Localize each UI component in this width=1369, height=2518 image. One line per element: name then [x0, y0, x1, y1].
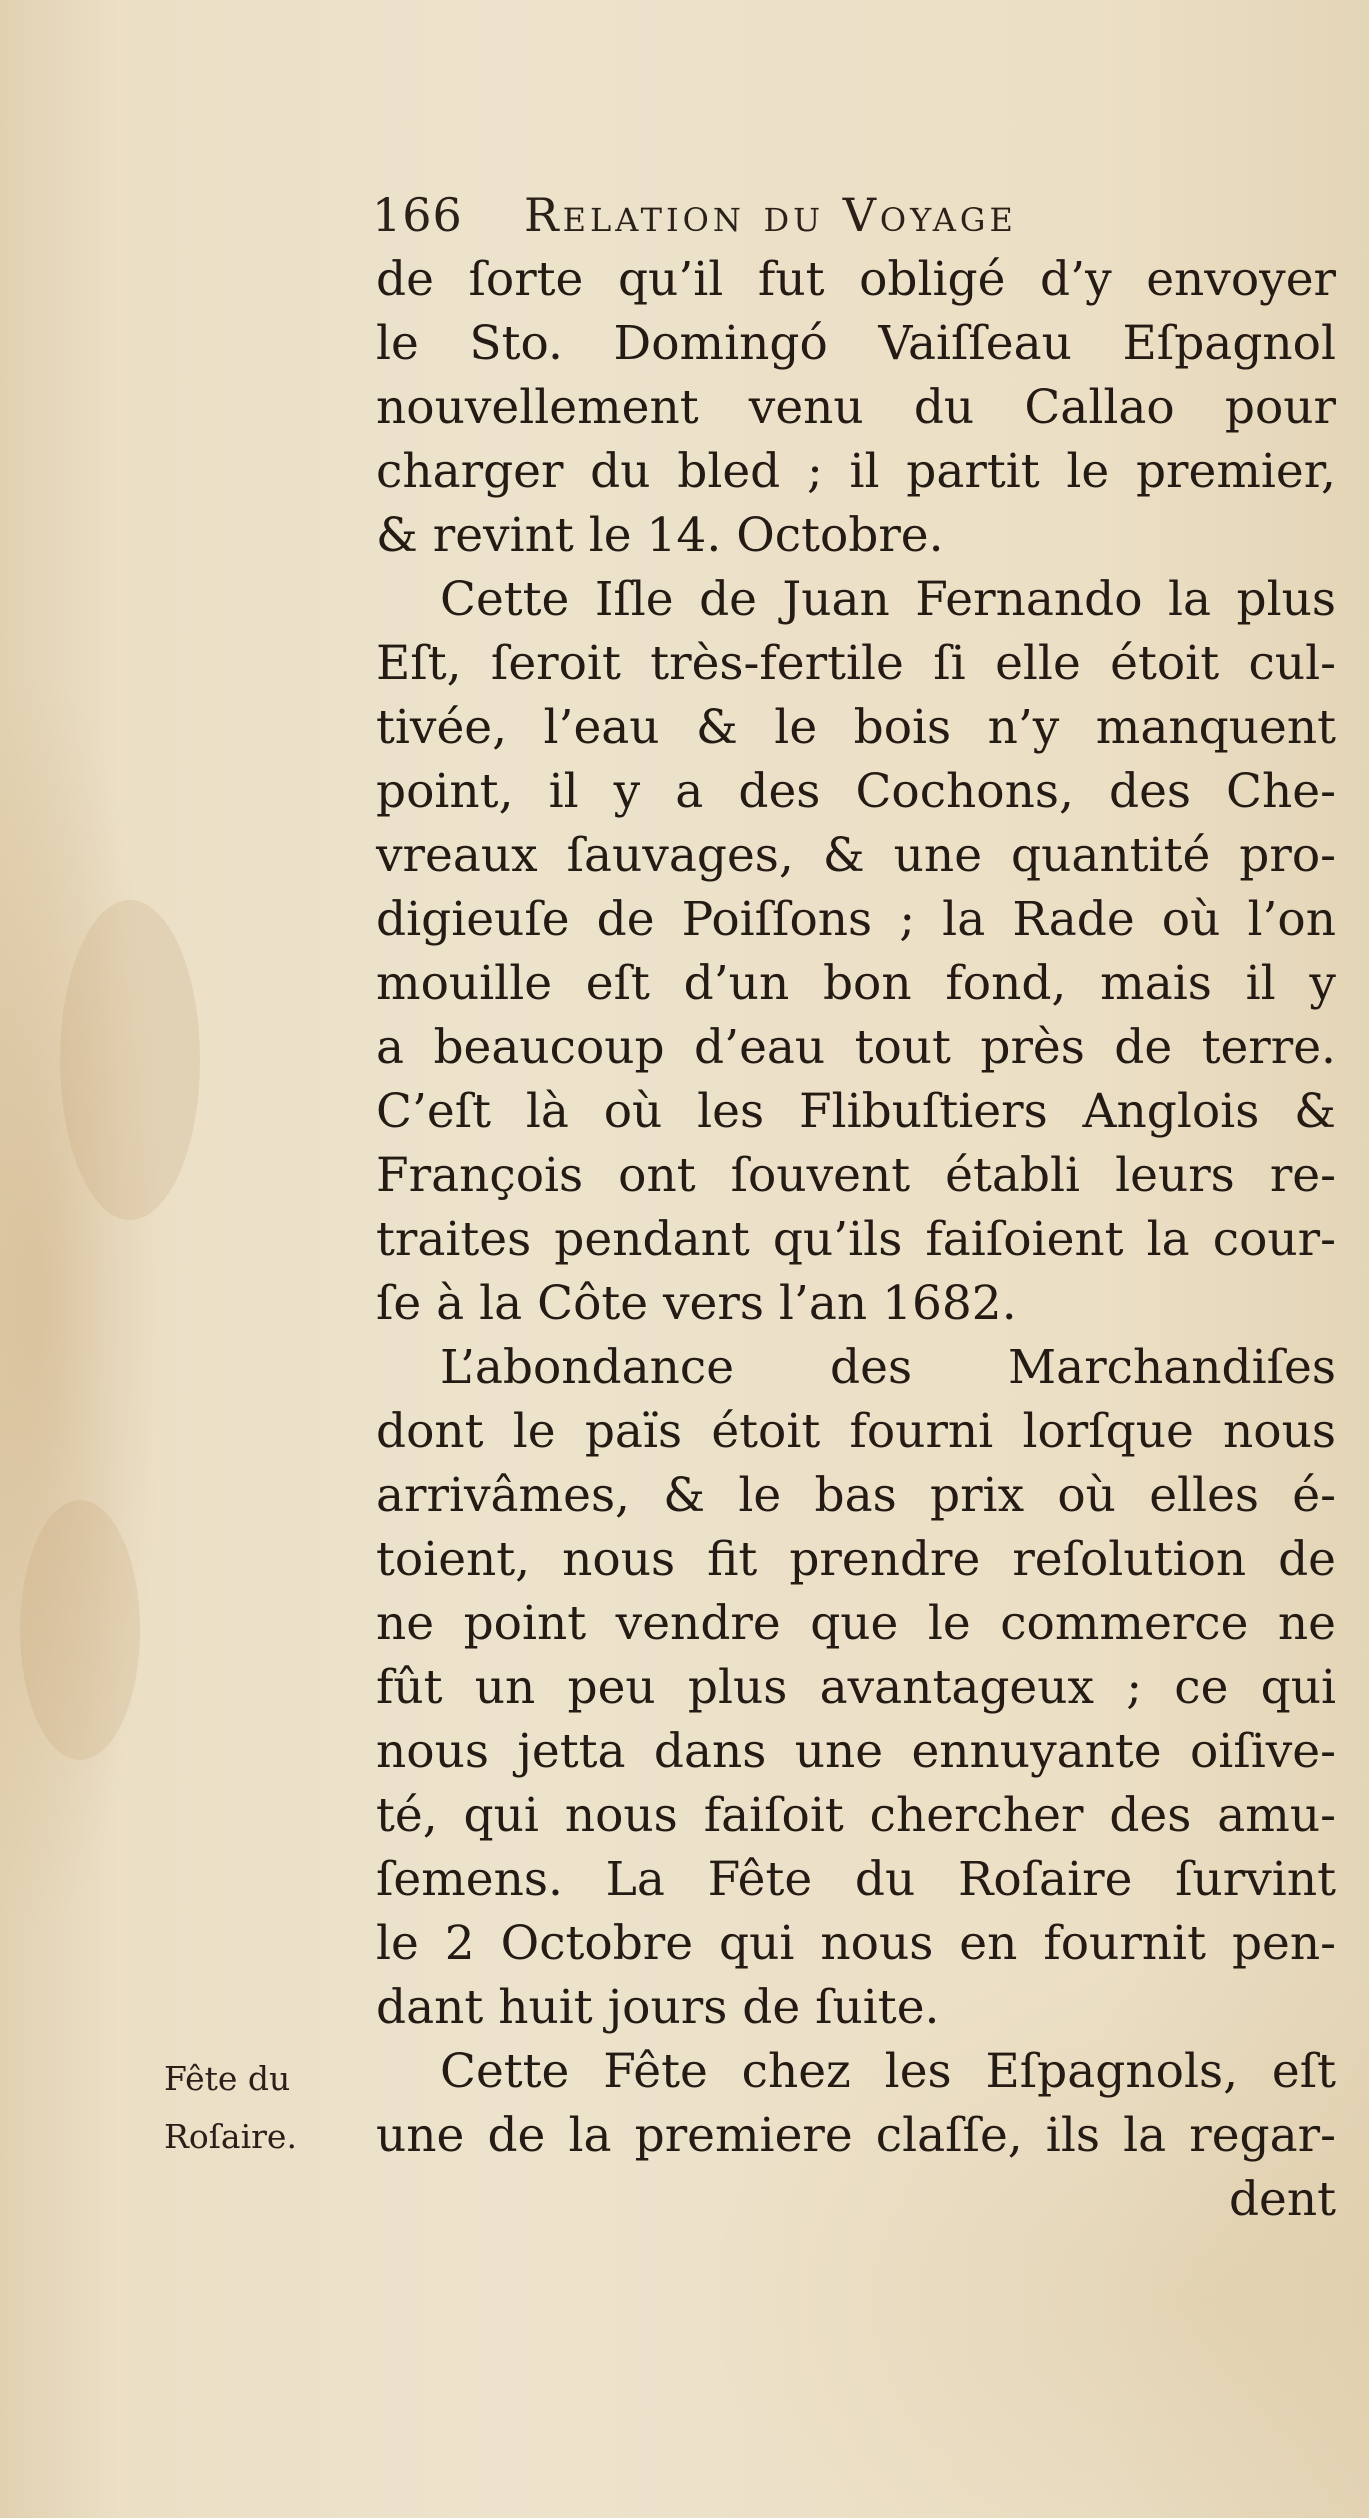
text-line: de ſorte qu’il fut obligé d’y envoyer [376, 252, 1336, 307]
text-line: ſemens. La Fête du Roſaire ſurvint [376, 1852, 1336, 1907]
margin-note-line: Fête du [164, 2059, 291, 2098]
text-line: ſe à la Côte vers l’an 1682. [376, 1276, 1017, 1331]
text-line: tivée, l’eau & le bois n’y manquent [376, 700, 1336, 755]
text-line: a beaucoup d’eau tout près de terre. [376, 1020, 1336, 1075]
text-line: dant huit jours de ſuite. [376, 1980, 940, 2035]
text-line: le 2 Octobre qui nous en fournit pen- [376, 1916, 1336, 1971]
text-line: traites pendant qu’ils faiſoient la cour- [376, 1212, 1336, 1267]
text-line: toient, nous fit prendre reſolution de [376, 1532, 1336, 1587]
text-line: vreaux ſauvages, & une quantité pro- [376, 828, 1336, 883]
text-line: charger du bled ; il partit le premier, [376, 444, 1336, 499]
text-line: Cette Fête chez les Eſpagnols, eſt [440, 2044, 1336, 2099]
text-line: ne point vendre que le commerce ne [376, 1596, 1336, 1651]
text-line: C’eſt là où les Flibuſtiers Anglois & [376, 1084, 1336, 1139]
paper-stain [20, 1500, 140, 1760]
text-line: François ont ſouvent établi leurs re- [376, 1148, 1336, 1203]
running-head: Relation du Voyage [524, 188, 1017, 242]
text-line: té, qui nous faiſoit chercher des amu- [376, 1788, 1336, 1843]
text-line: nous jetta dans une ennuyante oiſive- [376, 1724, 1336, 1779]
text-line: arrivâmes, & le bas prix où elles é- [376, 1468, 1336, 1523]
text-line: fût un peu plus avantageux ; ce qui [376, 1660, 1336, 1715]
text-line: le Sto. Domingó Vaiſſeau Eſpagnol [376, 316, 1336, 371]
paper-stain [60, 900, 200, 1220]
page-number: 166 [372, 188, 463, 242]
margin-note [164, 2050, 374, 2166]
text-line: point, il y a des Cochons, des Che- [376, 764, 1336, 819]
body-text [376, 248, 1336, 2232]
margin-note-line: Roſaire. [164, 2117, 297, 2156]
text-line: L’abondance des Marchandiſes [440, 1340, 1336, 1395]
text-line: digieuſe de Poiſſons ; la Rade où l’on [376, 892, 1336, 947]
text-line: Cette Iſle de Juan Fernando la plus [440, 572, 1336, 627]
text-line: Eſt, ſeroit très-fertile ſi elle étoit cul- [376, 636, 1336, 691]
text-line: mouille eſt d’un bon fond, mais il y [376, 956, 1336, 1011]
catchword: dent [1228, 2172, 1336, 2227]
text-line: nouvellement venu du Callao pour [376, 380, 1336, 435]
page-header [372, 188, 1332, 244]
text-line: & revint le 14. Octobre. [376, 508, 944, 563]
text-line: une de la premiere claſſe, ils la regar- [376, 2108, 1336, 2163]
text-line: dont le païs étoit fourni lorſque nous [376, 1404, 1336, 1459]
